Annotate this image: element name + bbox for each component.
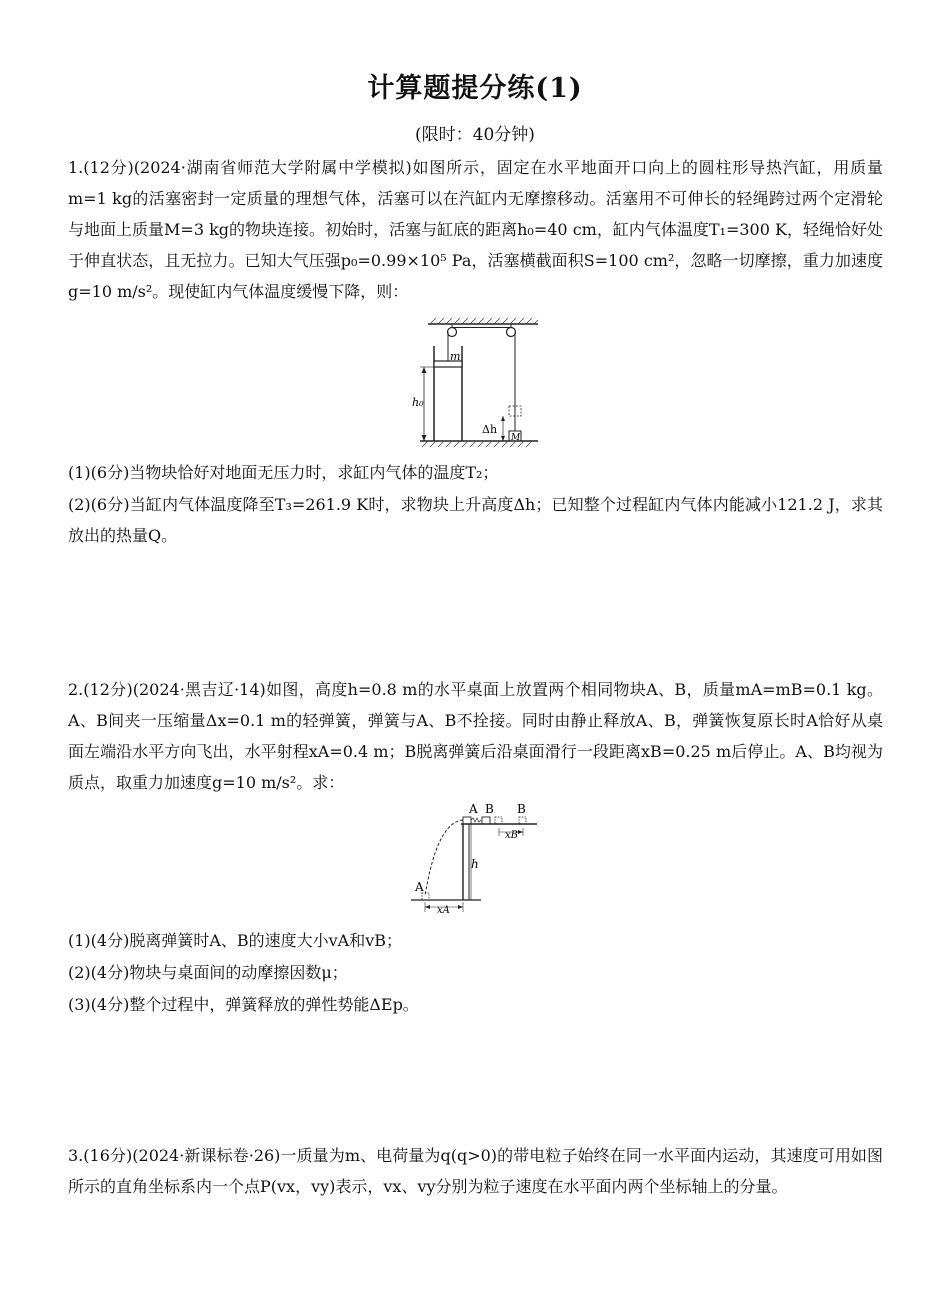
question-2-text: 2.(12分)(2024·黑吉辽·14)如图，高度h=0.8 m的水平桌面上放置两个相同物块A、B，质量mA=mB=0.1 kg。A、B间夹一压缩量Δx=0.1 m的轻弹簧，弹簧与A、B不拴接。同时由静止释放A、B，弹簧恢复原长时A恰好从桌面左端沿水平方向飞出，水平射程xA=0.4 m；B脱离弹簧后沿桌面滑行一段距离xB=0.25 m后停止。A、B均视为质点，取重力加速度g=10 m/s²。求： [68,680,883,792]
q2-label-a-top: A [469,802,478,816]
q1-height-label: h₀ [412,396,424,409]
q1-figure [410,316,550,451]
question-2-part-3: (3)(4分)整个过程中，弹簧释放的弹性势能ΔEp。 [68,995,419,1014]
question-2-part-2: (2)(4分)物块与桌面间的动摩擦因数μ； [68,963,348,982]
question-1-part-2: (2)(6分)当缸内气体温度降至T₃=261.9 K时，求物块上升高度Δh；已知整个过程缸内气体内能减小121.2 J，求其放出的热量Q。 [68,495,883,545]
q2-label-xb: xB [505,830,518,841]
time-limit: (限时：40分钟) [415,125,535,145]
q1-delta-label: Δh [482,423,498,436]
q1-piston-label: m [450,350,461,363]
question-3-text: 3.(16分)(2024·新课标卷·26)一质量为m、电荷量为q(q>0)的带电粒子始终在同一水平面内运动，其速度可用如图所示的直角坐标系内一个点P(vx，vy)表示，vx、vy分别为粒子速度在水平面内两个坐标轴上的分量。 [68,1146,883,1196]
question-1-text: 1.(12分)(2024·湖南省师范大学附属中学模拟)如图所示，固定在水平地面开口向上的圆柱形导热汽缸，用质量m=1 kg的活塞密封一定质量的理想气体，活塞可以在汽缸内无摩擦移动。活塞用不可伸长的轻绳跨过两个定滑轮与地面上质量M=3 kg的物块连接。初始时，活塞与缸底的距离h₀=40 cm，缸内气体温度T₁=300 K，轻绳恰好处于伸直状态，且无拉力。已知大气压强p₀=0.99×10⁵ Pa，活塞横截面积S=100 cm²，忽略一切摩擦，重力加速度g=10 m/s²。现使缸内气体温度缓慢下降，则： [68,158,883,301]
question-1-part-1: (1)(6分)当物块恰好对地面无压力时，求缸内气体的温度T₂； [68,463,499,482]
q2-label-a-bottom: A [415,880,424,894]
q2-label-h: h [471,857,479,871]
page-title: 计算题提分练(1) [367,73,583,104]
q2-label-xa: xA [437,905,450,915]
q2-label-b-end: B [517,802,526,816]
q2-figure [405,800,545,915]
q2-label-b-top: B [485,802,494,816]
question-2-part-1: (1)(4分)脱离弹簧时A、B的速度大小vA和vB； [68,931,403,950]
q1-block-label: M [511,433,521,443]
